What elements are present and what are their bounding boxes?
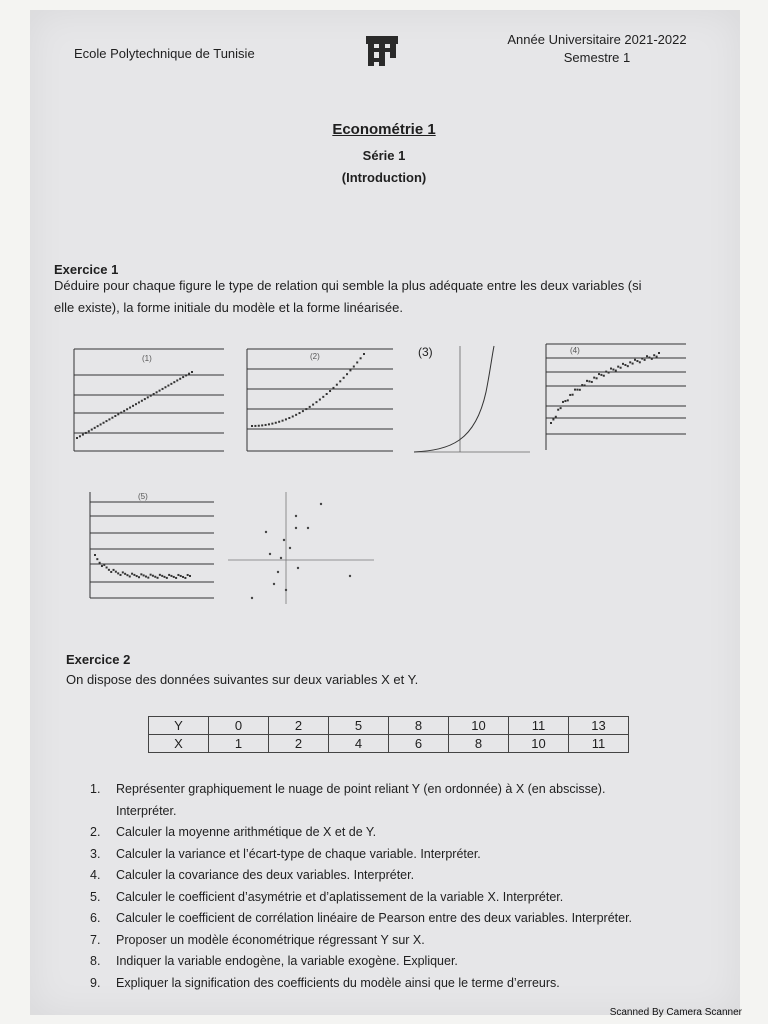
scatter-point — [187, 574, 189, 576]
table-cell: 10 — [449, 717, 509, 735]
table-cell: 4 — [329, 735, 389, 753]
scatter-point — [159, 574, 161, 576]
question-number: 3. — [90, 846, 101, 861]
scatter-point — [658, 352, 660, 354]
scatter-point — [605, 371, 607, 373]
scatter-point — [629, 361, 631, 363]
scatter-point — [135, 403, 137, 405]
list-item — [80, 822, 720, 844]
scatter-point — [265, 424, 267, 426]
scatter-point — [278, 421, 280, 423]
scatter-point — [126, 408, 128, 410]
question-number: 8. — [90, 954, 101, 968]
scatter-point — [150, 574, 152, 576]
table-cell: 8 — [449, 735, 509, 753]
scatter-point — [656, 356, 658, 358]
scatter-point — [363, 353, 365, 355]
figure-3-label: (3) — [418, 345, 433, 359]
scatter-point — [161, 575, 163, 577]
question-number: 2. — [90, 825, 101, 839]
figure-1-label: (1) — [142, 354, 152, 363]
table-row-y — [149, 717, 629, 735]
scatter-point — [156, 391, 158, 393]
question-text: Proposer un modèle économétrique régressant Y sur X. — [116, 932, 425, 947]
scatter-point — [91, 429, 93, 431]
scatter-point — [627, 365, 629, 367]
list-item — [80, 887, 720, 909]
course-title: Econométrie 1 — [332, 121, 436, 138]
academic-info — [482, 31, 712, 67]
question-number: 4. — [90, 868, 101, 882]
scatter-point — [143, 574, 145, 576]
scatter-point — [251, 425, 253, 427]
scatter-point — [105, 420, 107, 422]
table-cell: 8 — [389, 717, 449, 735]
scatter-point — [336, 384, 338, 386]
figure-2-label: (2) — [310, 352, 320, 361]
scatter-point — [185, 374, 187, 376]
scatter-point — [152, 575, 154, 577]
scatter-point — [101, 565, 103, 567]
exercise2-text: On dispose des données suivantes sur deux variables X et Y. — [66, 672, 419, 687]
question-text: Calculer la moyenne arithmétique de X et de Y. — [116, 825, 377, 839]
scatter-point — [641, 358, 643, 360]
question-text: Indiquer la variable endogène, la variable exogène. Expliquer. — [116, 954, 458, 968]
scatter-point — [88, 430, 90, 432]
list-item — [80, 930, 720, 952]
scatter-point — [550, 422, 552, 424]
scatter-point — [339, 380, 341, 382]
scatter-point — [591, 381, 593, 383]
scatter-point — [167, 385, 169, 387]
scatter-point — [646, 355, 648, 357]
scatter-point — [329, 390, 331, 392]
scatter-point — [648, 357, 650, 359]
scatter-point — [346, 373, 348, 375]
scatter-point — [117, 572, 119, 574]
scatter-point — [600, 374, 602, 376]
exercise1-text-line2: elle existe), la forme initiale du modèle et la forme linéarisée. — [54, 300, 404, 315]
scatter-point — [622, 363, 624, 365]
question-text-continued: Interpréter. — [116, 803, 177, 818]
scatter-point — [620, 367, 622, 369]
scatter-point — [179, 378, 181, 380]
scatter-point — [133, 574, 135, 576]
data-table — [148, 716, 629, 753]
scatter-point — [268, 423, 270, 425]
scatter-point — [624, 364, 626, 366]
scatter-point — [581, 384, 583, 386]
scatter-point — [140, 573, 142, 575]
academic-year: Année Universitaire 2021-2022 — [507, 32, 687, 47]
scatter-point — [189, 575, 191, 577]
question-text: Calculer le coefficient d’asymétrie et d’aplatissement de la variable X. Interpréter. — [116, 889, 564, 904]
scatter-point — [153, 393, 155, 395]
scatter-point — [106, 566, 108, 568]
table-cell: 10 — [509, 735, 569, 753]
scatter-point — [552, 418, 554, 420]
scatter-point — [141, 400, 143, 402]
scatter-point — [170, 383, 172, 385]
scatter-point — [103, 564, 105, 566]
scatter-point — [275, 422, 277, 424]
scatter-point — [343, 377, 345, 379]
scatter-point — [150, 395, 152, 397]
scatter-point — [117, 413, 119, 415]
scatter-point — [271, 423, 273, 425]
figure-1-linear — [62, 345, 232, 457]
scatter-point — [154, 576, 156, 578]
scatter-point — [572, 394, 574, 396]
scatter-point — [282, 420, 284, 422]
scatter-point — [76, 437, 78, 439]
question-list — [80, 779, 720, 994]
scatter-point — [596, 377, 598, 379]
table-cell: 5 — [329, 717, 389, 735]
scatter-point — [147, 396, 149, 398]
list-item — [80, 973, 720, 995]
scatter-point — [562, 401, 564, 403]
scatter-point — [634, 359, 636, 361]
scatter-point — [145, 576, 147, 578]
scatter-point — [182, 576, 184, 578]
scatter-point — [144, 398, 146, 400]
scatter-point — [85, 432, 87, 434]
scatter-point — [322, 396, 324, 398]
scatter-point — [110, 571, 112, 573]
scatter-point — [285, 418, 287, 420]
scatter-point — [166, 577, 168, 579]
scatter-point — [584, 384, 586, 386]
figure-3-exponential — [410, 342, 532, 467]
figure-4-concave — [538, 340, 690, 455]
scatter-point — [636, 360, 638, 362]
scatter-point — [173, 576, 175, 578]
question-number: 1. — [90, 782, 101, 796]
scatter-point — [159, 390, 161, 392]
question-text: Calculer la covariance des deux variables. Interpréter. — [116, 868, 415, 882]
scatter-point — [653, 354, 655, 356]
scatter-point — [309, 406, 311, 408]
figure-2-convex — [235, 345, 400, 457]
scatter-point — [360, 357, 362, 359]
scatter-point — [598, 373, 600, 375]
school-name: Ecole Polytechnique de Tunisie — [74, 46, 255, 61]
table-cell: Y — [149, 717, 209, 735]
list-item — [80, 951, 720, 973]
question-number: 7. — [90, 932, 101, 947]
scatter-point — [138, 401, 140, 403]
list-item — [80, 865, 720, 887]
scatter-point — [295, 414, 297, 416]
figure-5-label: (5) — [138, 492, 148, 501]
table-cell: 1 — [209, 735, 269, 753]
scatter-point — [615, 370, 617, 372]
scatter-point — [312, 404, 314, 406]
scatter-point — [177, 574, 179, 576]
scatter-point — [131, 573, 133, 575]
scatter-point — [184, 577, 186, 579]
table-cell: 13 — [569, 717, 629, 735]
scatter-point — [315, 401, 317, 403]
scatter-point — [576, 389, 578, 391]
scatter-point — [99, 562, 101, 564]
table-cell: 0 — [209, 717, 269, 735]
question-text: Expliquer la signification des coefficients du modèle ainsi que le terme d’erreurs. — [116, 975, 560, 990]
scatter-point — [124, 573, 126, 575]
topic-title: (Introduction) — [341, 170, 427, 185]
scatter-point — [108, 569, 110, 571]
scatter-point — [123, 410, 125, 412]
scatter-point — [586, 380, 588, 382]
scatter-point — [113, 569, 115, 571]
scatter-point — [593, 377, 595, 379]
list-item — [80, 779, 720, 822]
scatter-point — [114, 415, 116, 417]
scatter-point — [173, 381, 175, 383]
scatter-point — [639, 361, 641, 363]
scatter-point — [175, 577, 177, 579]
table-cell: 2 — [269, 717, 329, 735]
scatter-point — [632, 363, 634, 365]
scatter-point — [569, 394, 571, 396]
series-title: Série 1 — [362, 148, 406, 163]
exercise2-title: Exercice 2 — [66, 652, 131, 667]
table-row-x — [149, 735, 629, 753]
question-text: Calculer le coefficient de corrélation linéaire de Pearson entre des deux variables. Interpréter. — [116, 911, 633, 925]
exercise1-title: Exercice 1 — [54, 262, 119, 277]
scatter-point — [129, 575, 131, 577]
figure-4-label: (4) — [570, 346, 580, 355]
scatter-point — [126, 574, 128, 576]
exercise1-text-line1: Déduire pour chaque figure le type de relation qui semble la plus adéquate entre les deux variables (si — [54, 278, 642, 293]
list-item — [80, 908, 720, 930]
table-cell: 2 — [269, 735, 329, 753]
exercise1-text — [54, 275, 704, 319]
scatter-point — [319, 399, 321, 401]
scatter-point — [560, 407, 562, 409]
scatter-point — [349, 369, 351, 371]
title-block — [0, 121, 768, 185]
scatter-point — [170, 575, 172, 577]
scatter-point — [610, 368, 612, 370]
scatter-point — [332, 387, 334, 389]
scatter-point — [100, 423, 102, 425]
table-cell: 6 — [389, 735, 449, 753]
scatter-point — [557, 409, 559, 411]
table-cell: X — [149, 735, 209, 753]
scatter-point — [651, 358, 653, 360]
scatter-point — [138, 576, 140, 578]
scatter-point — [180, 575, 182, 577]
scatter-point — [164, 576, 166, 578]
scatter-point — [305, 408, 307, 410]
scatter-point — [79, 435, 81, 437]
scatter-point — [108, 418, 110, 420]
scatter-point — [254, 425, 256, 427]
scatter-point — [603, 375, 605, 377]
scatter-point — [182, 376, 184, 378]
figure-6-scatter — [226, 488, 376, 608]
scatter-point — [292, 415, 294, 417]
question-number: 6. — [90, 911, 101, 925]
scatter-point — [176, 379, 178, 381]
scatter-point — [94, 427, 96, 429]
semester: Semestre 1 — [563, 50, 631, 65]
scatter-point — [103, 422, 105, 424]
scatter-point — [261, 424, 263, 426]
ept-logo-icon — [364, 34, 400, 68]
table-cell: 11 — [569, 735, 629, 753]
scatter-point — [567, 399, 569, 401]
scatter-point — [97, 425, 99, 427]
scatter-point — [136, 575, 138, 577]
scatter-point — [299, 412, 301, 414]
figure-5-decreasing — [80, 488, 220, 604]
scatter-point — [132, 405, 134, 407]
scatter-point — [188, 373, 190, 375]
question-text: Calculer la variance et l’écart-type de chaque variable. Interpréter. — [116, 846, 481, 861]
scatter-point — [258, 425, 260, 427]
scatter-point — [288, 417, 290, 419]
scatter-point — [617, 366, 619, 368]
question-number: 5. — [90, 889, 101, 904]
scatter-point — [574, 389, 576, 391]
scatter-point — [353, 365, 355, 367]
scatter-point — [147, 577, 149, 579]
question-text: Représenter graphiquement le nuage de point reliant Y (en ordonnée) à X (en abscisse). — [116, 782, 606, 796]
scatter-point — [94, 554, 96, 556]
scanner-watermark: Scanned By Camera Scanner — [609, 1007, 742, 1018]
scatter-point — [164, 386, 166, 388]
list-item — [80, 844, 720, 866]
scatter-point — [129, 407, 131, 409]
scatter-point — [122, 571, 124, 573]
scatter-point — [162, 388, 164, 390]
scatter-point — [120, 412, 122, 414]
scatter-point — [588, 380, 590, 382]
scatter-point — [168, 574, 170, 576]
scatter-point — [191, 371, 193, 373]
scatter-point — [555, 416, 557, 418]
scatter-point — [612, 369, 614, 371]
question-number: 9. — [90, 975, 101, 990]
scatter-point — [157, 577, 159, 579]
scatter-point — [326, 393, 328, 395]
scatter-point — [579, 389, 581, 391]
scatter-point — [564, 400, 566, 402]
scatter-point — [608, 372, 610, 374]
scatter-point — [356, 361, 358, 363]
scatter-point — [644, 359, 646, 361]
scatter-point — [96, 558, 98, 560]
scatter-point — [111, 417, 113, 419]
scatter-point — [82, 434, 84, 436]
scatter-point — [119, 574, 121, 576]
table-cell: 11 — [509, 717, 569, 735]
scatter-point — [115, 571, 117, 573]
scatter-point — [302, 410, 304, 412]
